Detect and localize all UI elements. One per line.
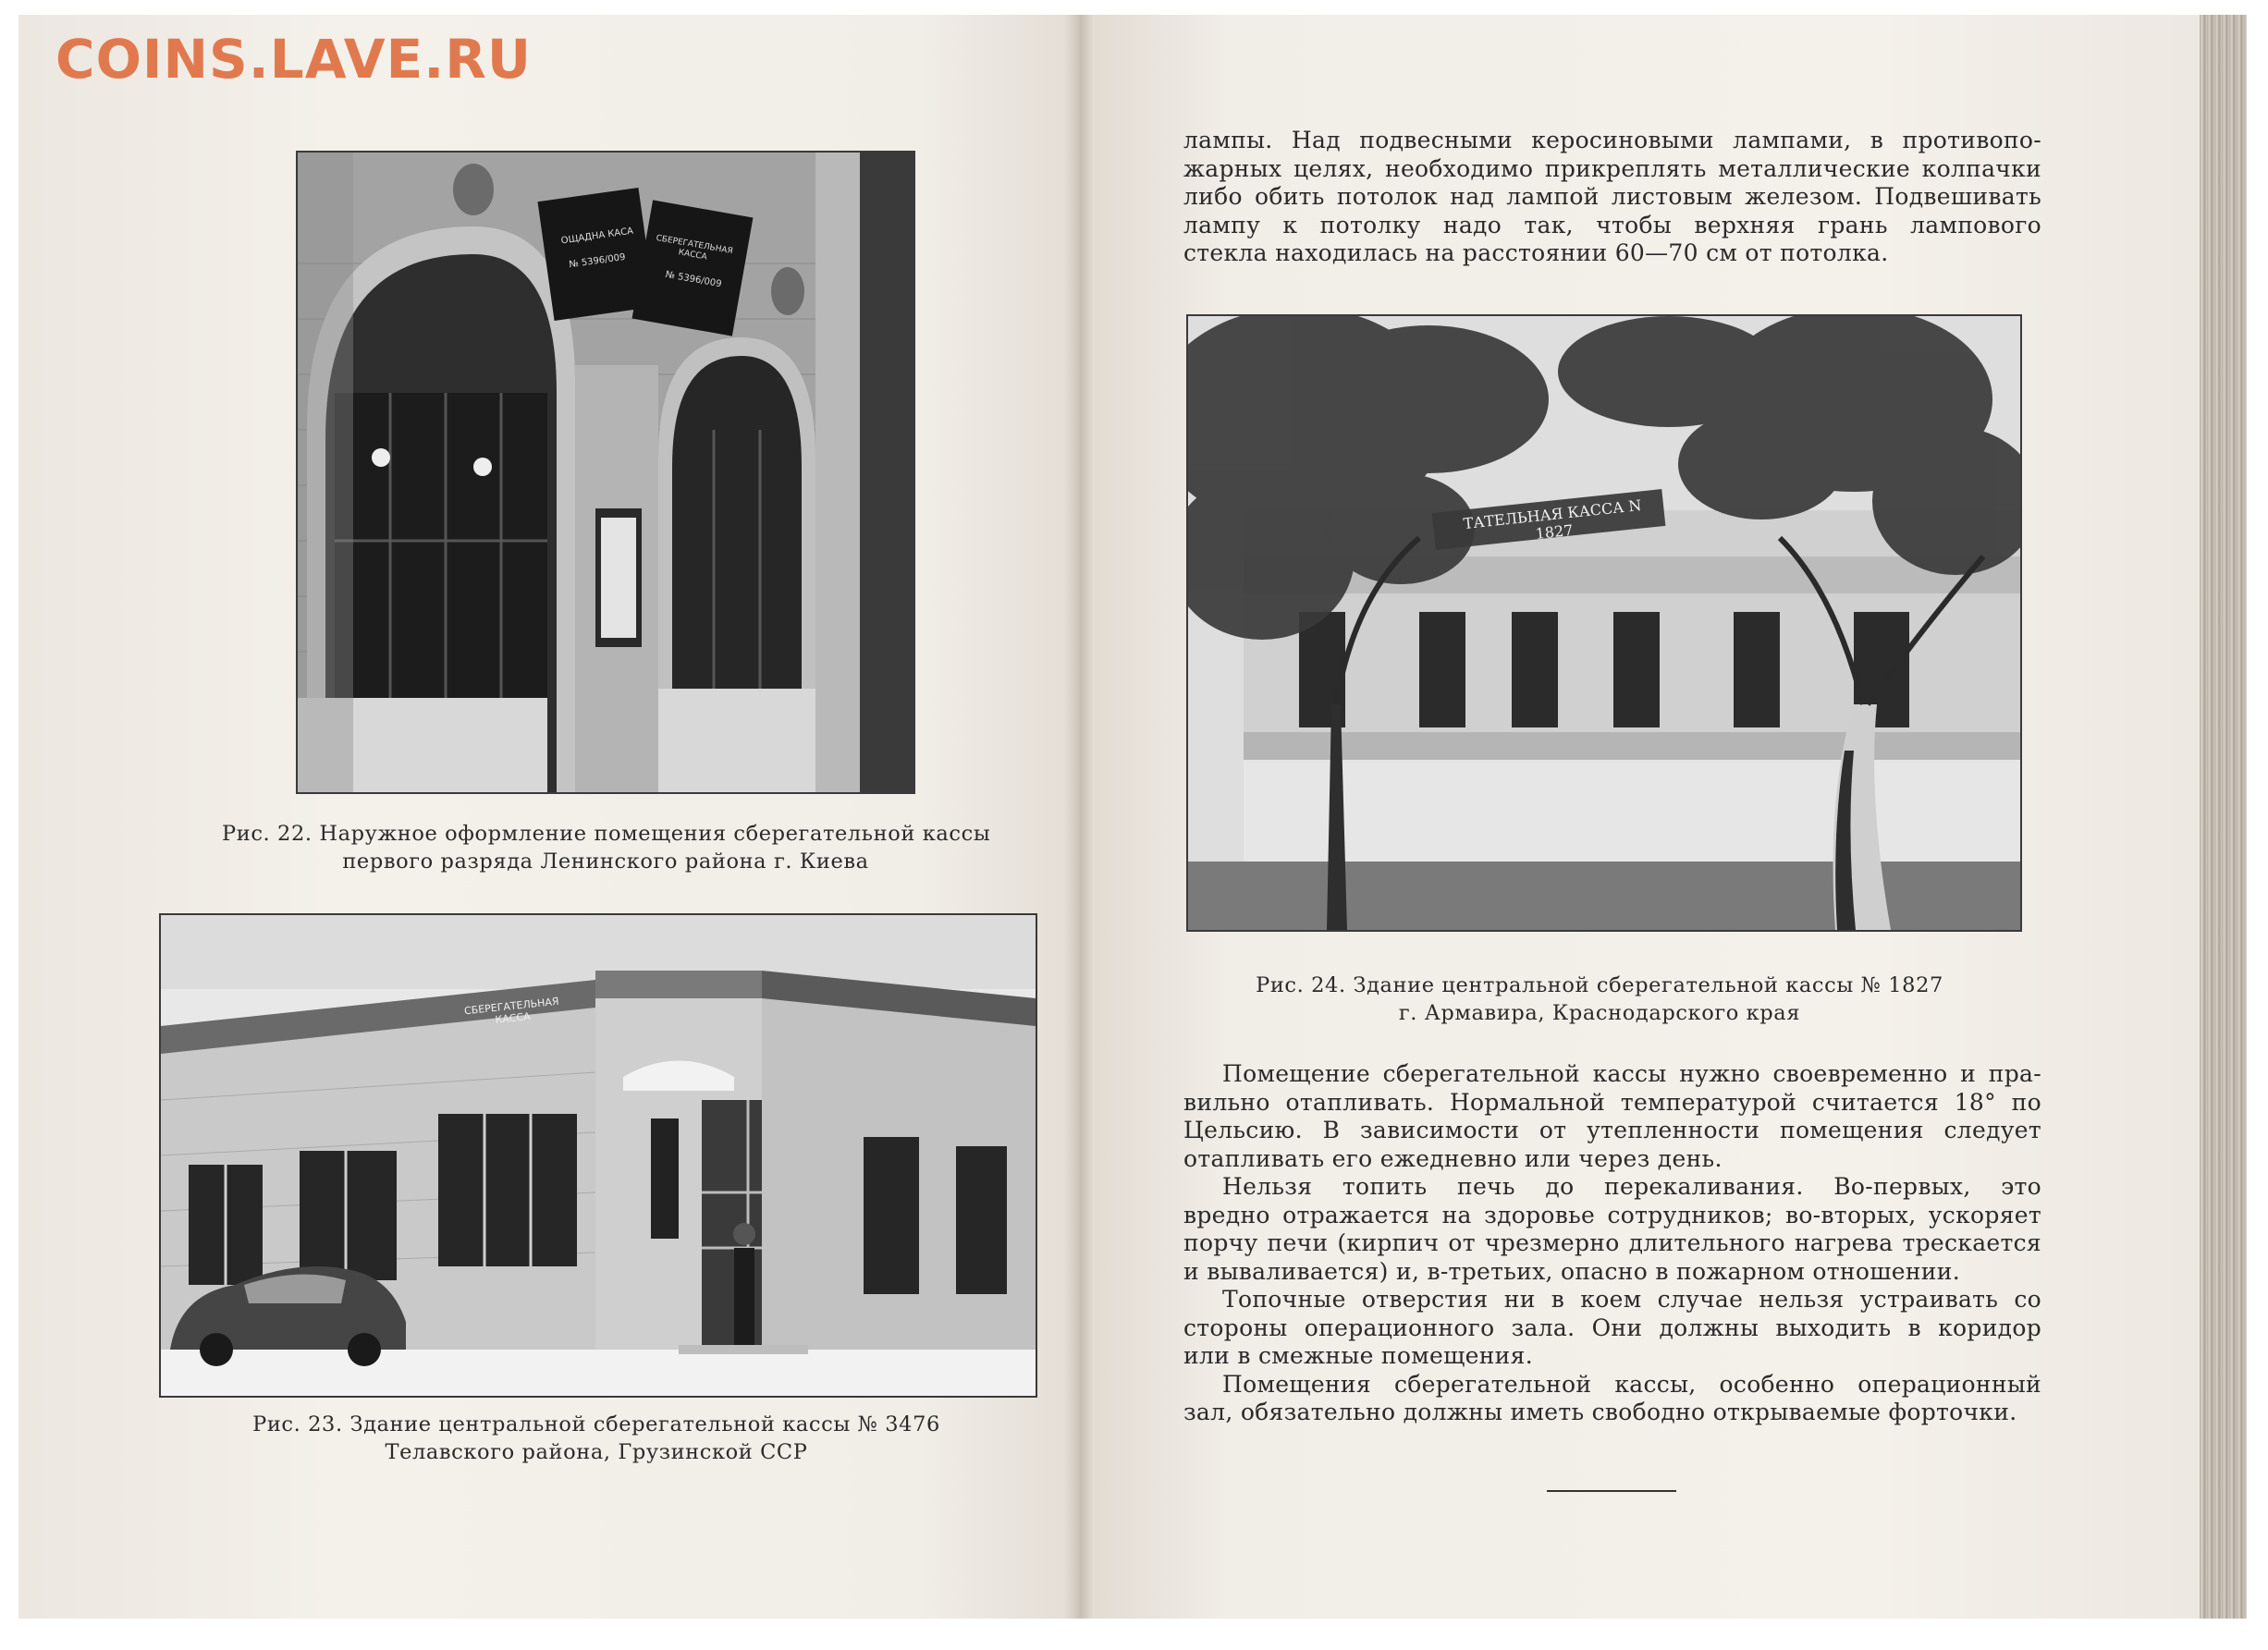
fig22-sign-right: СБЕРЕГАТЕЛЬНАЯ КАССА bbox=[655, 233, 734, 263]
fig22-caption bbox=[222, 820, 989, 875]
watermark: COINS.LAVE.RU bbox=[55, 28, 533, 91]
top-paragraph bbox=[1183, 127, 2041, 268]
text-line: Помещения сберегательной кассы, особенно операционный bbox=[1222, 1370, 2041, 1398]
fig23-caption-line: Рис. 23. Здание центральной сберегательной кассы № 3476 bbox=[252, 1412, 940, 1436]
text-line: лампы. Над подвесными керосиновыми лампами, в противопо- bbox=[1183, 127, 2041, 153]
fig23-photo bbox=[159, 913, 1037, 1398]
fig23-caption bbox=[190, 1411, 1003, 1466]
main-paragraphs bbox=[1183, 1060, 2041, 1427]
page-edges bbox=[2200, 15, 2247, 1619]
fig22-sign-right-number: № 5396/009 bbox=[664, 269, 723, 290]
text-line: и вываливается) и, в-третьих, опасно в пожарном отношении. bbox=[1183, 1257, 1960, 1285]
fig24-caption-line: г. Армавира, Краснодарского края bbox=[1398, 1001, 1801, 1025]
fig22-sign-left: ОЩАДНА КАСА bbox=[560, 226, 634, 247]
fig22-caption-line: первого разряда Ленинского района г. Киева bbox=[342, 849, 869, 874]
text-line: Нельзя топить печь до перекаливания. Во-первых, это bbox=[1222, 1173, 2041, 1200]
text-line: жарных целях, необходимо прикреплять металлические колпачки bbox=[1183, 154, 2041, 182]
fig23-caption-line: Телавского района, Грузинской ССР bbox=[385, 1440, 808, 1464]
text-line: отапливать его ежедневно или через день. bbox=[1183, 1144, 1722, 1172]
text-line: лампу к потолку надо так, чтобы верхняя грань лампового bbox=[1183, 211, 2041, 238]
text-line: или в смежные помещения. bbox=[1183, 1342, 1533, 1369]
fig22-caption-line: Рис. 22. Наружное оформление помещения сберегательной кассы bbox=[222, 822, 991, 846]
book-gutter bbox=[1063, 15, 1095, 1619]
text-line: Цельсию. В зависимости от утепленности помещения следует bbox=[1183, 1117, 2041, 1143]
fig24-caption bbox=[1174, 972, 2025, 1027]
text-line: стороны операционного зала. Они должны выходить в коридор bbox=[1183, 1314, 2041, 1341]
fig24-sign: ТАТЕЛЬНАЯ КАССА N 1827 bbox=[1462, 495, 1643, 544]
text-line: вильно отапливать. Нормальной температурой считается 18° по bbox=[1183, 1088, 2041, 1116]
text-line: вредно отражается на здоровье сотрудников; во-вторых, ускоряет bbox=[1183, 1201, 2041, 1228]
text-line: Топочные отверстия ни в коем случае нельзя устраивать со bbox=[1222, 1286, 2041, 1313]
fig24-photo bbox=[1186, 314, 2022, 932]
fig24-caption-line: Рис. 24. Здание центральной сберегательной кассы № 1827 bbox=[1256, 973, 1943, 997]
text-line: порчу печи (кирпич от чрезмерно длительного нагрева трескается bbox=[1183, 1229, 2041, 1256]
fig22-photo bbox=[296, 151, 915, 794]
text-line: Помещение сберегательной кассы нужно своевременно и пра- bbox=[1222, 1060, 2041, 1087]
text-line: либо обить потолок над лампой листовым железом. Подвешивать bbox=[1183, 183, 2041, 210]
fig23-sign: СБЕРЕГАТЕЛЬНАЯ КАССА bbox=[463, 995, 560, 1026]
text-line: стекла находилась на расстоянии 60—70 см от потолка. bbox=[1183, 239, 1889, 266]
text-line: зал, обязательно должны иметь свободно открываемые форточки. bbox=[1183, 1399, 2017, 1425]
section-rule bbox=[1547, 1490, 1676, 1492]
fig22-sign-left-number: № 5396/009 bbox=[568, 251, 627, 271]
